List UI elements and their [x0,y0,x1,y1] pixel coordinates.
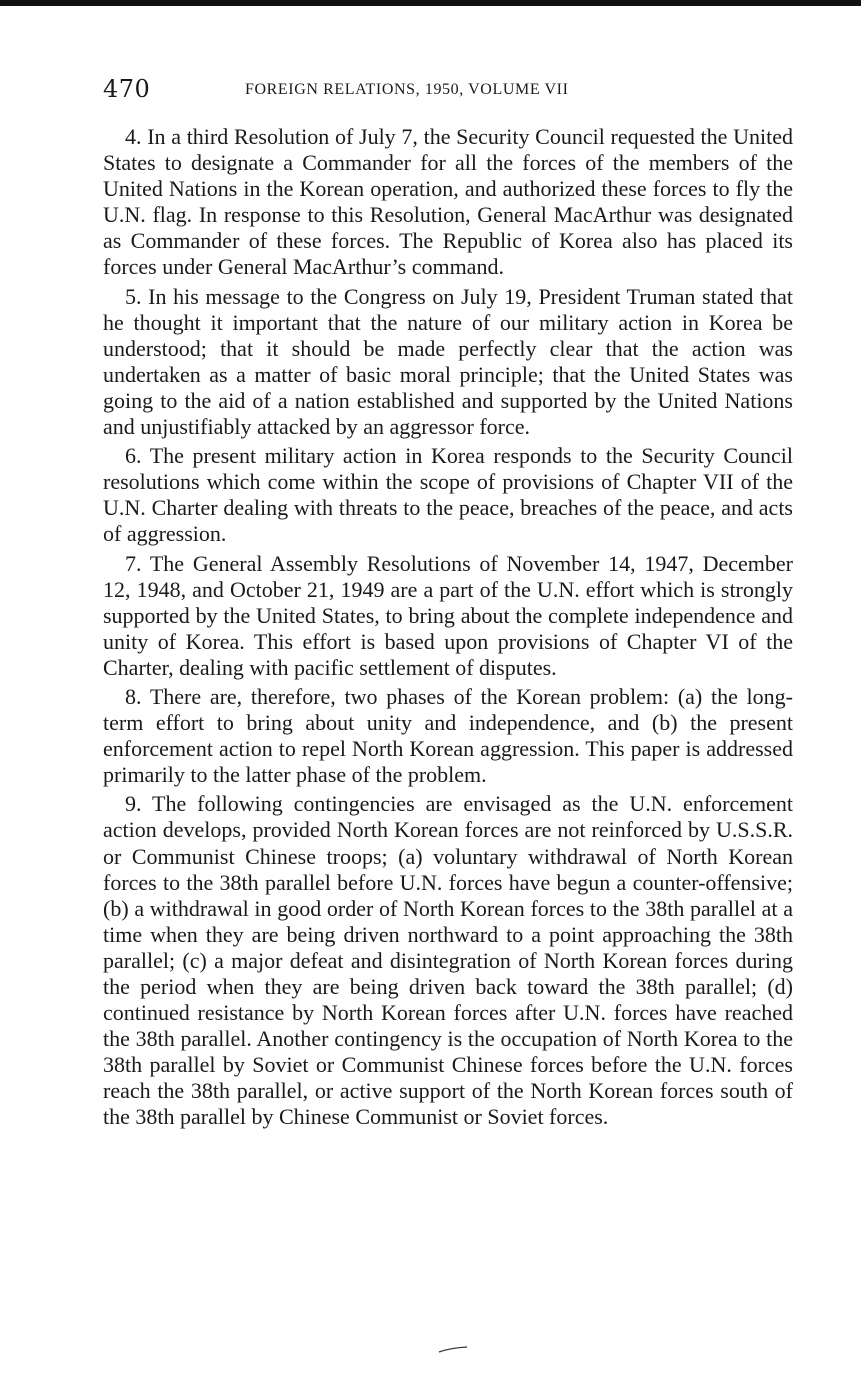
body-text [103,124,793,1134]
paragraph-5: 5. In his message to the Congress on July 19, President Truman stated that he thought it important that the nature of our military action in Korea be understood; that it should be made perfectly clear that the action was undertaken as a matter of basic moral principle; that the United States was going to the aid of a nation established and supported by the United Nations and unjustifiably attacked by an aggressor force. [103,283,793,440]
paragraph-7: 7. The General Assembly Resolutions of November 14, 1947, December 12, 1948, and October 21, 1949 are a part of the U.N. effort which is strongly supported by the United States, to bring about the complete independence and unity of Korea. This effort is based upon provisions of Chapter VI of the Charter, dealing with pacific settlement of disputes. [103,550,793,680]
page-header [103,74,793,104]
paragraph-6: 6. The present military action in Korea responds to the Security Council resolutions which come within the scope of provisions of Chapter VII of the U.N. Charter dealing with threats to the peace, breaches of the peace, and acts of aggression. [103,443,793,547]
paragraph-8: 8. There are, therefore, two phases of the Korean problem: (a) the long-term effort to bring about unity and independence, and (b) the present enforcement action to repel North Korean aggression. This paper is addressed primarily to the latter phase of the problem. [103,683,793,788]
printer-mark [438,1346,468,1354]
page-number: 470 [103,75,151,103]
running-head: FOREIGN RELATIONS, 1950, VOLUME VII [245,81,569,98]
paragraph-4: 4. In a third Resolution of July 7, the Security Council requested the United States to designate a Commander for all the forces of the members of the United Nations in the Korean operation, and authorized these forces to fly the U.N. flag. In response to this Resolution, General MacArthur was designated as Commander of these forces. The Republic of Korea also has placed its forces under General MacArthur’s command. [103,124,793,280]
top-border [0,0,861,6]
paragraph-9: 9. The following contingencies are envisaged as the U.N. enforcement action develops, provided North Korean forces are not reinforced by U.S.S.R. or Communist Chinese troops; (a) voluntary withdrawal of North Korean forces to the 38th parallel before U.N. forces have begun a counter-offensive; (b) a withdrawal in good order of North Korean forces to the 38th parallel at a time when they are being driven northward to a point approaching the 38th parallel; (c) a major defeat and disintegration of North Korean forces during the period when they are being driven back toward the 38th parallel; (d) continued resistance by North Korean forces after U.N. forces have reached the 38th parallel. Another contingency is the occupation of North Korea to the 38th parallel by Soviet or Communist Chinese forces before the U.N. forces reach the 38th parallel, or active support of the North Korean forces south of the 38th parallel by Chinese Communist or Soviet forces. [103,791,793,1130]
